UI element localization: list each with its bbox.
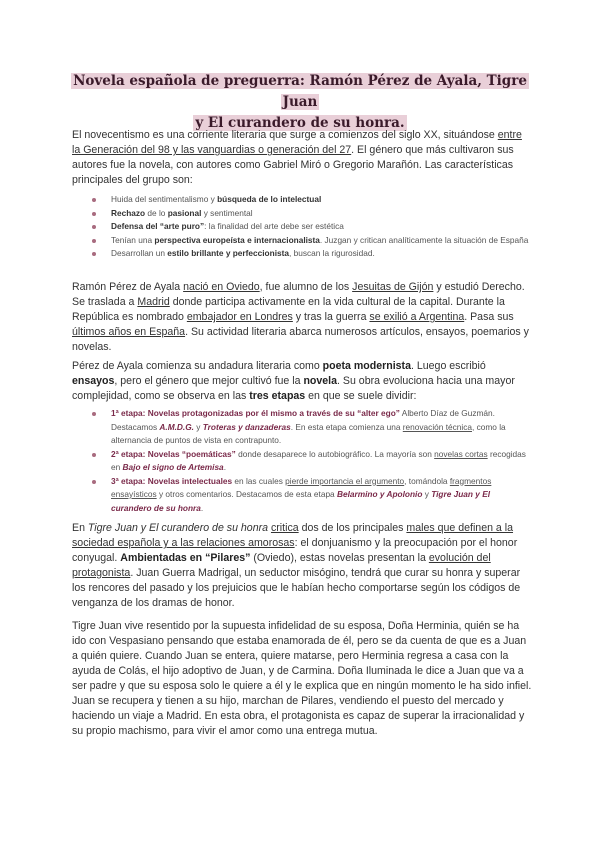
text-run: . Pasa sus	[464, 311, 514, 323]
list-item	[92, 247, 532, 261]
stage-label: 2ª etapa: Novelas “poemáticas”	[111, 448, 236, 459]
text-run: Huida del sentimentalismo y	[111, 194, 218, 204]
text-run: . Su obra evoluciona hacia una mayor complejidad, como se observa en las	[72, 375, 515, 402]
text-run: en las cuales	[232, 475, 286, 486]
text-run: . Luego escribió	[410, 360, 486, 372]
underlined-phrase: pierde importancia el argumento	[285, 475, 405, 486]
bold-phrase: tres etapas	[249, 390, 306, 402]
text-run: donde desaparece lo autobiográfico. La mayoría son	[235, 448, 435, 459]
underlined-phrase: Jesuitas de Gijón	[352, 281, 434, 293]
list-item-stage-2	[92, 448, 532, 475]
underlined-phrase: renovación técnica	[402, 421, 472, 432]
underlined-phrase: males que definen a la sociedad española y a las relaciones amorosas	[72, 522, 514, 549]
bold-phrase: pasional	[167, 207, 202, 218]
work-title: A.M.D.G.	[159, 421, 194, 432]
biography-paragraph	[72, 280, 532, 355]
text-run: , tomándola	[404, 475, 450, 486]
bold-phrase: búsqueda de lo intelectual	[217, 194, 322, 204]
list-item-stage-1	[92, 407, 532, 448]
text-run: en que se suele dividir:	[305, 390, 417, 402]
text-run: . El género que más cultivaron sus autores fue la novela, con autores como Gabriel Miró o Gregorio Marañón. Las características principales del grupo son:	[72, 144, 514, 186]
underlined-phrase: embajador en Londres	[186, 311, 293, 323]
underlined-phrase: novelas cortas	[434, 448, 488, 459]
list-item-stage-3	[92, 475, 532, 516]
list-item	[92, 207, 532, 221]
text-run: : el donjuanismo y la preocupación por el honor conyugal.	[72, 537, 518, 564]
text-run: donde participa activamente en la vida cultural de la capital. Durante la República es nombrado	[72, 296, 505, 323]
title-line-2: y El curandero de su honra.	[195, 115, 405, 131]
page-title	[70, 71, 530, 134]
text-run: Tenían una	[111, 234, 155, 245]
text-run: y	[194, 421, 203, 432]
underlined-phrase: evolución del protagonista	[72, 552, 491, 579]
text-run: , como la alternancia de puntos de vista en contrapunto.	[111, 421, 506, 445]
bold-phrase: perspectiva europeísta e internacionalista	[154, 234, 320, 245]
stages-list	[92, 407, 532, 515]
bold-phrase: ensayos	[72, 375, 115, 387]
intro-paragraph	[72, 128, 532, 188]
text-run: .	[200, 502, 204, 513]
text-run: y	[422, 489, 432, 499]
italic-work-title: Tigre Juan y El curandero de su honra	[87, 522, 269, 534]
text-run: y otros comentarios. Destacamos de esta etapa	[156, 489, 337, 499]
work-title: Troteras y danzaderas	[202, 421, 291, 432]
bold-phrase: novela	[303, 375, 338, 387]
bold-phrase: Rechazo	[111, 207, 146, 218]
underlined-phrase: Madrid	[137, 296, 170, 308]
work-title: Bajo el signo de Artemisa	[122, 462, 224, 472]
title-line-1: Novela española de preguerra: Ramón Pérez de Ayala, Tigre Juan	[73, 73, 527, 110]
text-run: : la finalidad del arte debe ser estética	[204, 221, 344, 231]
work-analysis-paragraph	[72, 521, 532, 611]
text-run: .	[223, 462, 226, 472]
underlined-phrase: nació en Oviedo	[183, 281, 260, 293]
literary-career-paragraph	[72, 359, 532, 404]
plot-summary-paragraph: Tigre Juan vive resentido por la supuesta infidelidad de su esposa, Doña Herminia, quién se ha ido con Vespasiano pensando que estaba enamorada de él, pero se da cuenta de que es a Juan a quién quiere. Cuando Juan se entera, quiere matarse, pero Herminia regresa a casa con la ayuda de Colás, el hijo adoptivo de Juan, y de Carmina. Doña Iluminada le dice a Juan que va a ser padre y que su esposa solo le quiere a él y le explica que en ningún momento le ha sido infiel. Juan se recupera y tienen a su hijo, marchan de Pilares, vendiendo el puesto del mercado y haciendo un viaje a Madrid. En esta obra, el protagonista es capaz de superar la irracionalidad y su propio machismo, para vivir el amor como una entrega mutua.	[72, 620, 532, 737]
text-run: , buscan la rigurosidad.	[289, 248, 375, 258]
underlined-phrase: se exilió a Argentina	[369, 311, 465, 323]
text-run: . Juan Guerra Madrigal, un seductor misógino, tendrá que curar su honra y superar los rencores del pasado y los prejuicios que le habían hecho comportarse según los códigos de venganza de los dramas de honor.	[72, 567, 521, 609]
underlined-phrase: fragmentos ensayísticos	[111, 475, 492, 499]
text-run: recogidas en	[111, 448, 526, 472]
text-run: y estudió Derecho. Se traslada a	[72, 281, 525, 308]
text-run: de lo	[145, 207, 168, 218]
text-run: y tras la guerra	[292, 311, 370, 323]
text-run: . Juzgan y critican analíticamente la situación de España	[319, 234, 529, 245]
underlined-phrase: últimos años en España	[72, 326, 186, 338]
text-run: En	[72, 522, 88, 534]
work-title: Tigre Juan y El curandero de su honra	[111, 489, 491, 513]
bold-phrase: poeta modernista	[322, 360, 411, 372]
text-run: El novecentismo es una corriente literaria que surge a comienzos del siglo XX, situándose	[72, 129, 498, 141]
stage-label: 1ª etapa: Novelas protagonizadas por él mismo a través de su “alter ego”	[111, 408, 400, 418]
text-run: Pérez de Ayala comienza su andadura literaria como	[72, 360, 323, 372]
text-run: Ramón Pérez de Ayala	[72, 281, 184, 293]
text-run: (Oviedo), estas novelas presentan la	[250, 552, 429, 564]
text-run: y sentimental	[201, 207, 253, 218]
text-run: Alberto Díaz de Guzmán. Destacamos	[111, 408, 495, 432]
bold-phrase: estilo brillante y perfeccionista	[167, 248, 289, 258]
underlined-phrase: entre la Generación del 98 y las vanguardias o generación del 27	[72, 129, 522, 156]
list-item	[92, 234, 532, 248]
text-run: dos de los principales	[298, 522, 407, 534]
list-item	[92, 220, 532, 234]
characteristics-list	[92, 193, 532, 261]
text-run: . Su actividad literaria abarca numerosos artículos, ensayos, poemarios y novelas.	[72, 326, 529, 353]
list-item	[92, 193, 532, 207]
text-run: Desarrollan un	[111, 248, 168, 258]
stage-label: 3ª etapa: Novelas intelectuales	[111, 475, 233, 486]
bold-phrase: Ambientadas en “Pilares”	[120, 552, 251, 564]
text-run: . En esta etapa comienza una	[290, 421, 403, 432]
text-run: , pero el género que mejor cultivó fue la	[114, 375, 304, 387]
text-run: , fue alumno de los	[259, 281, 353, 293]
bold-phrase: Defensa del “arte puro”	[111, 221, 205, 231]
work-title: Belarmino y Apolonio	[336, 489, 423, 499]
underlined-phrase: critica	[270, 522, 299, 534]
